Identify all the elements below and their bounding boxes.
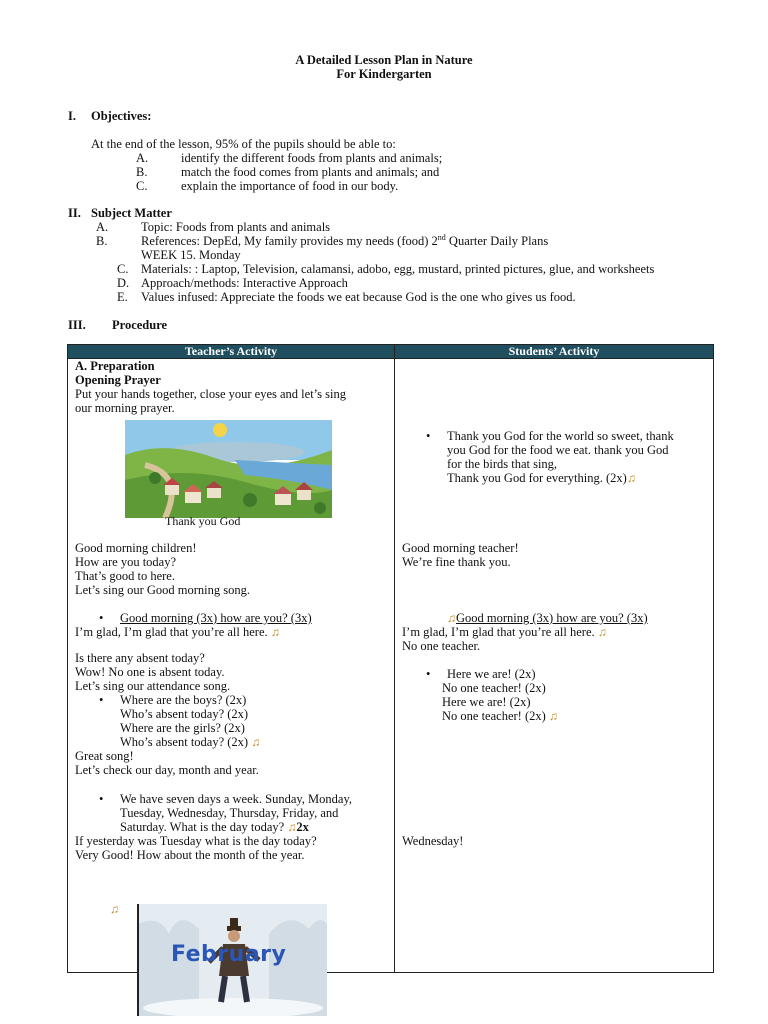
music-note-icon: ♫ <box>270 625 280 639</box>
subject-letter: D. <box>117 276 130 290</box>
attendance-line: Who’s absent today? (2x) <box>120 735 249 749</box>
document-subtitle: For Kindergarten <box>336 67 432 81</box>
music-note-icon: ♫ <box>626 471 636 485</box>
repeat-count: 2x <box>296 820 309 834</box>
attendance-line-wrapper <box>120 735 260 749</box>
days-line: Tuesday, Wednesday, Thursday, Friday, and <box>120 806 339 820</box>
objective-text: match the food comes from plants and animals; and <box>181 165 440 179</box>
days-line-wrapper <box>120 820 309 834</box>
landscape-image <box>125 420 332 518</box>
attendance-line: No one teacher! (2x) <box>442 681 546 695</box>
objective-letter: A. <box>136 151 149 165</box>
teacher-line: Put your hands together, close your eyes and let’s sing <box>75 387 346 401</box>
teacher-line: Let’s sing our attendance song. <box>75 679 231 693</box>
subsection-heading: Opening Prayer <box>75 373 161 387</box>
subject-text: Topic: Foods from plants and animals <box>141 220 331 234</box>
subject-text-after: Quarter Daily Plans <box>445 234 549 248</box>
teacher-line: If yesterday was Tuesday what is the day today? <box>75 834 317 848</box>
teacher-line: Great song! <box>75 749 134 763</box>
attendance-line: Here we are! (2x) <box>442 695 531 709</box>
subject-letter: A. <box>96 220 109 234</box>
procedure-numeral: III. <box>68 318 86 332</box>
subject-heading: Subject Matter <box>91 206 172 220</box>
music-note-icon: ♫ <box>597 625 607 639</box>
attendance-line: No one teacher! (2x) <box>442 709 546 723</box>
objectives-numeral: I. <box>68 109 76 123</box>
student-line: No one teacher. <box>402 639 481 653</box>
days-line: • We have seven days a week. Sunday, Monday, <box>120 792 352 806</box>
attendance-line: Who’s absent today? (2x) <box>120 707 249 721</box>
subject-text: Materials: : Laptop, Television, calamansi, adobo, egg, mustard, printed pictures, glue, and worksheets <box>141 262 655 276</box>
teacher-line: our morning prayer. <box>75 401 175 415</box>
teacher-line: That’s good to here. <box>75 569 175 583</box>
procedure-table <box>67 344 714 973</box>
music-note-icon: ♫ <box>548 709 558 723</box>
document-title: A Detailed Lesson Plan in Nature <box>295 53 473 67</box>
song-line: I’m glad, I’m glad that you’re all here. <box>75 625 268 639</box>
subject-week: WEEK 15. Monday <box>141 248 241 262</box>
objective-letter: B. <box>136 165 148 179</box>
subject-letter: C. <box>117 262 129 276</box>
attendance-line: • Here we are! (2x) <box>447 667 535 681</box>
music-note-icon: ♫ <box>251 735 261 749</box>
student-line: Good morning teacher! <box>402 541 519 555</box>
song-line-wrapper <box>75 625 280 639</box>
prayer-line: you God for the food we eat. thank you God <box>447 443 669 457</box>
days-line: Saturday. What is the day today? <box>120 820 285 834</box>
teacher-line: Is there any absent today? <box>75 651 205 665</box>
teacher-line: Let’s sing our Good morning song. <box>75 583 250 597</box>
subject-references <box>141 234 548 248</box>
music-note-icon: ♫ <box>287 820 297 834</box>
objectives-heading: Objectives: <box>91 109 152 123</box>
student-line: Wednesday! <box>402 834 464 848</box>
subject-letter: B. <box>96 234 108 248</box>
teacher-line: Good morning children! <box>75 541 197 555</box>
objectives-intro: At the end of the lesson, 95% of the pupils should be able to: <box>91 137 396 151</box>
music-note-icon: ♫ <box>447 611 456 625</box>
song-line-wrapper <box>402 625 607 639</box>
student-line: We’re fine thank you. <box>402 555 511 569</box>
section-heading: A. Preparation <box>75 359 155 373</box>
image-caption: Thank you God <box>165 514 241 528</box>
song-line-wrapper <box>447 611 648 625</box>
february-image <box>137 904 327 1016</box>
teacher-activity-cell <box>68 359 395 973</box>
prayer-line: Thank you God for everything. (2x) <box>447 471 627 485</box>
ordinal-suffix: nd <box>437 232 446 242</box>
teacher-column-header: Teacher’s Activity <box>68 345 395 359</box>
subject-letter: E. <box>117 290 128 304</box>
attendance-line: Where are the girls? (2x) <box>120 721 245 735</box>
february-label: February <box>171 942 287 967</box>
subject-text: Values infused: Appreciate the foods we eat because God is the one who gives us food. <box>141 290 576 304</box>
subject-text: References: DepEd, My family provides my needs (food) 2 <box>141 234 438 248</box>
teacher-line: Let’s check our day, month and year. <box>75 763 259 777</box>
students-activity-cell <box>395 359 714 973</box>
students-column-header: Students’ Activity <box>395 345 714 359</box>
subject-numeral: II. <box>68 206 81 220</box>
attendance-line: • Where are the boys? (2x) <box>120 693 246 707</box>
song-line: • Good morning (3x) how are you? (3x) <box>120 611 312 625</box>
objective-text: identify the different foods from plants and animals; <box>181 151 443 165</box>
attendance-line-wrapper <box>442 709 558 723</box>
objective-letter: C. <box>136 179 148 193</box>
teacher-line: Very Good! How about the month of the year. <box>75 848 305 862</box>
teacher-line: How are you today? <box>75 555 177 569</box>
prayer-line: for the birds that sing, <box>447 457 558 471</box>
procedure-heading: Procedure <box>112 318 168 332</box>
prayer-line: • Thank you God for the world so sweet, thank <box>447 429 674 443</box>
music-note-icon: ♫ <box>110 902 119 916</box>
landscape-illustration <box>125 420 332 518</box>
prayer-line-wrapper <box>447 471 636 485</box>
song-line: I’m glad, I’m glad that you’re all here. <box>402 625 595 639</box>
objective-text: explain the importance of food in our body. <box>181 179 399 193</box>
subject-text: Approach/methods: Interactive Approach <box>141 276 348 290</box>
song-line: Good morning (3x) how are you? (3x) <box>456 611 648 625</box>
teacher-line: Wow! No one is absent today. <box>75 665 225 679</box>
